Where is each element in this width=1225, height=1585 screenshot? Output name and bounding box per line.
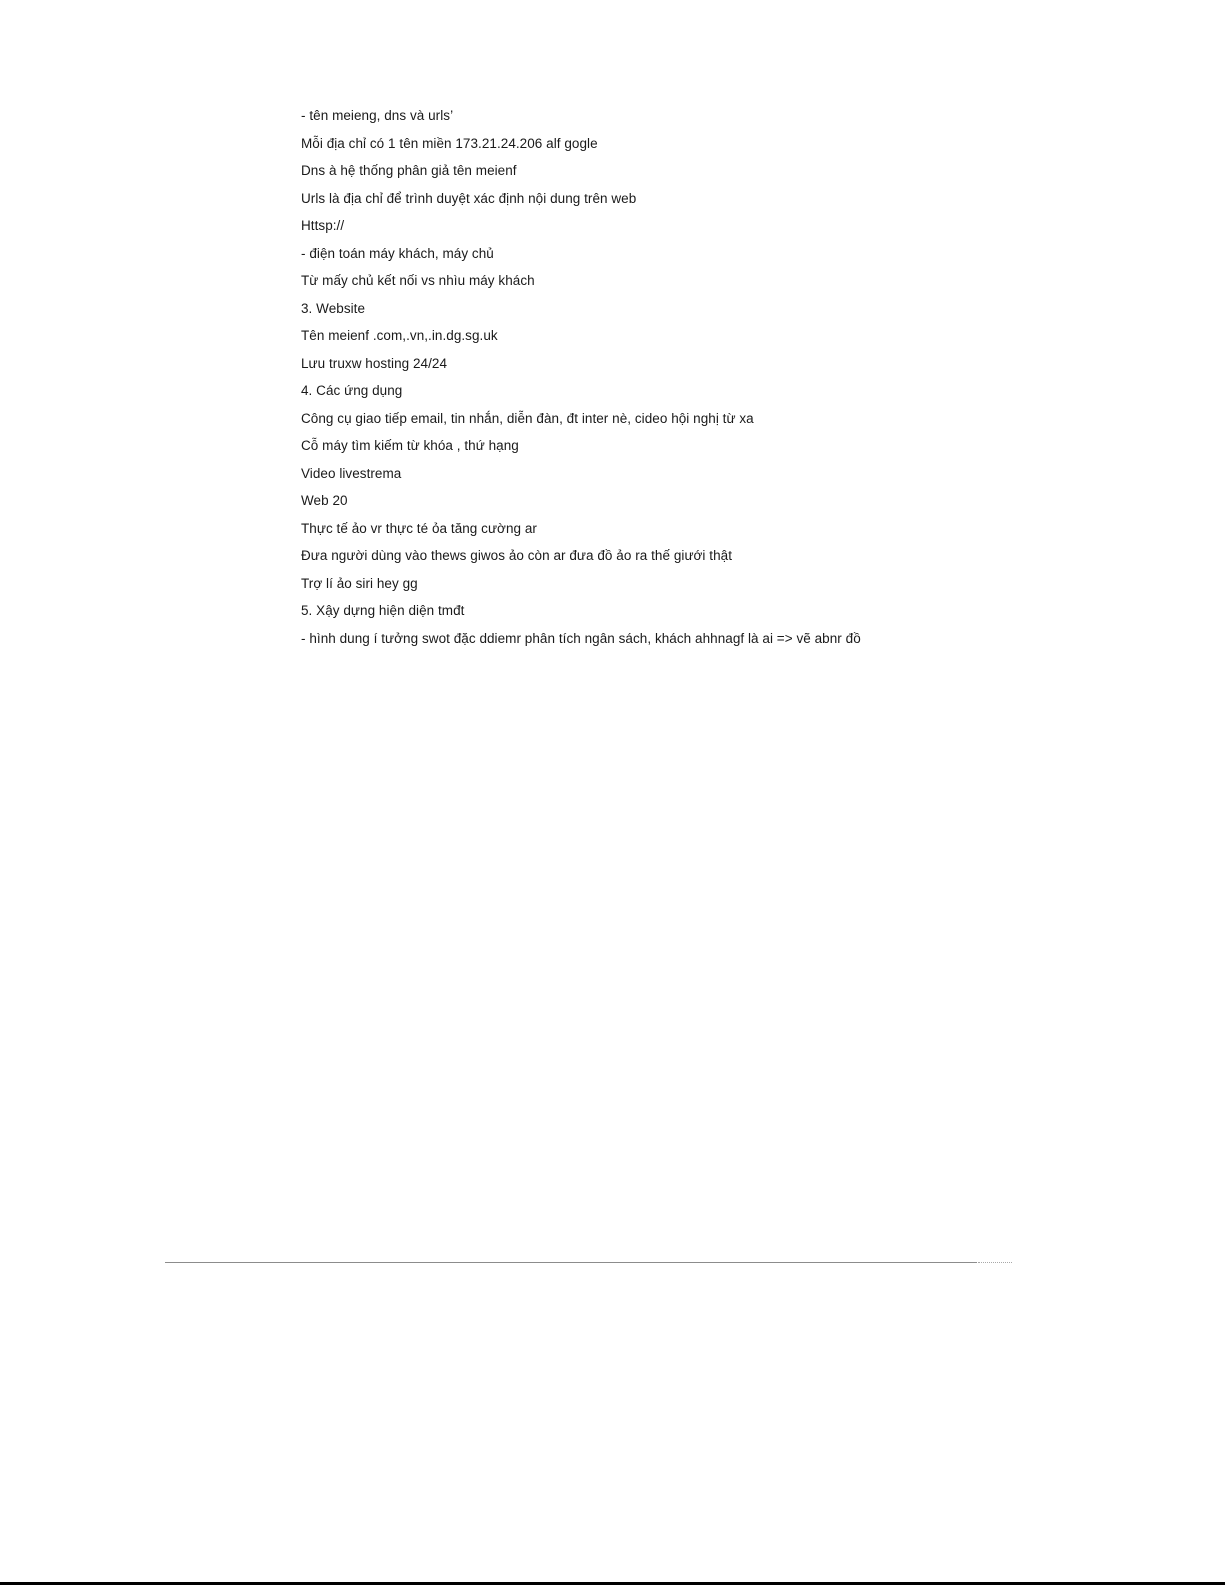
text-line: Cỗ máy tìm kiếm từ khóa , thứ hạng [301, 438, 519, 453]
text-line: Đưa người dùng vào thews giwos ảo còn ar đưa đồ ảo ra thế giưới thật [301, 548, 732, 563]
text-line: - điện toán máy khách, máy chủ [301, 245, 494, 261]
section-heading: 4. Các ứng dụng [301, 383, 403, 398]
text-line: Tên meienf .com,.vn,.in.dg.sg.uk [301, 328, 498, 343]
section-heading: 5. Xậy dựng hiện diện tmđt [301, 603, 465, 618]
text-line: Web 20 [301, 493, 348, 508]
text-line: - tên meieng, dns và urls’ [301, 108, 454, 123]
text-line: Trợ lí ảo siri hey gg [301, 575, 418, 591]
text-line: Từ mấy chủ kết nối vs nhìu máy khách [301, 273, 535, 288]
text-line: Thực tế ảo vr thực té ỏa tăng cường ar [301, 520, 537, 536]
text-line: - hình dung í tưởng swot đặc ddiemr phân tích ngân sách, khách ahhnagf là ai => vẽ abnr đồ [301, 630, 861, 646]
text-line: Mỗi địa chỉ có 1 tên miền 173.21.24.206 alf gogle [301, 135, 598, 151]
section-heading: 3. Website [301, 300, 366, 316]
text-line: Httsp:// [301, 218, 345, 233]
footer-divider-tail [978, 1262, 1012, 1263]
text-line: Video livestrema [301, 465, 402, 481]
footer-divider [165, 1262, 977, 1263]
text-line: Lưu truxw hosting 24/24 [301, 355, 448, 371]
text-line: Dns à hệ thống phân giả tên meienf [301, 163, 517, 178]
text-line: Công cụ giao tiếp email, tin nhắn, diễn đàn, đt inter nè, cideo hội nghị từ xa [301, 410, 754, 426]
document-body [301, 105, 1061, 655]
text-line: Urls là địa chỉ để trình duyệt xác định nội dung trên web [301, 190, 637, 206]
